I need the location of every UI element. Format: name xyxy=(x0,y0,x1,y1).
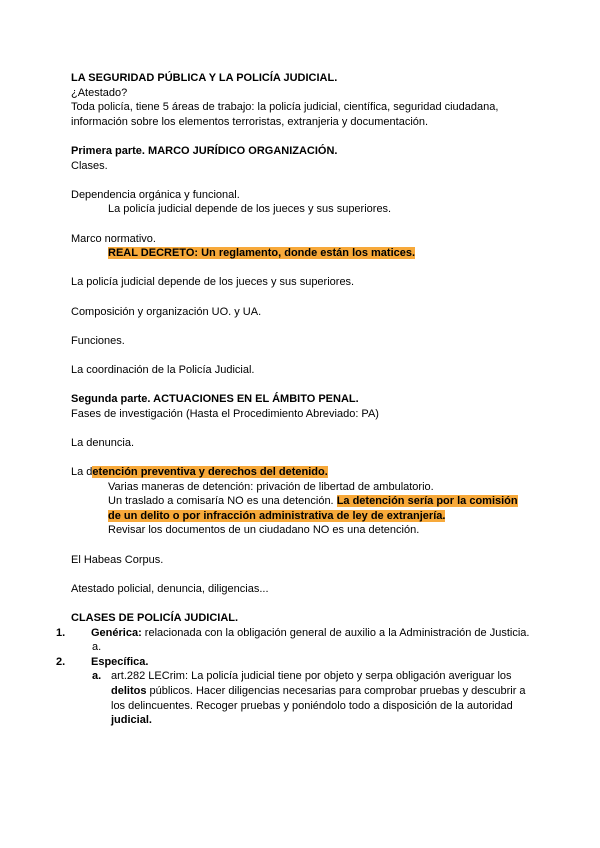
art282-text-c: públicos. Hacer diligencias necesarias para comprobar pruebas y descubrir a los delincuentes. Recoger pruebas y poniéndolo todo a disposición de la autoridad xyxy=(111,684,526,712)
intro-paragraph: Toda policía, tiene 5 áreas de trabajo: la policía judicial, científica, seguridad ciudadana, información sobre los elementos terroristas, extranjeria y documentación. xyxy=(71,101,499,128)
list-item-generica xyxy=(36,626,531,641)
list-item-label: Genérica: xyxy=(91,626,142,639)
list-item-especifica xyxy=(36,655,531,670)
art282-text-a: art.282 LECrim: La policía judicial tiene por objeto y serpa obligación averiguar los xyxy=(111,670,512,683)
detencion-item-2 xyxy=(71,494,531,523)
art282-delitos: delitos xyxy=(111,684,147,697)
list-item-label: Específica. xyxy=(91,655,149,668)
sublist-item xyxy=(36,640,531,655)
sublist-item-number: a. xyxy=(92,670,102,683)
detencion-item-2-highlight: La detención sería por la comisión de un delito o por infracción administrativa de ley de extranjería. xyxy=(108,495,518,522)
art282-judicial: judicial. xyxy=(111,714,152,727)
part1-label: Primera parte. xyxy=(71,144,145,157)
detencion-highlight: etención preventiva y derechos del detenido. xyxy=(92,466,328,479)
document-body xyxy=(56,71,531,728)
real-decreto-line xyxy=(71,246,531,261)
detencion-item-1: Varias maneras de detención: privación de libertad de ambulatorio. xyxy=(108,480,434,493)
composicion-line: Composición y organización UO. y UA. xyxy=(71,305,262,318)
list-item-number: 1. xyxy=(56,626,66,639)
marco-line: Marco normativo. xyxy=(71,232,156,245)
clases-line: Clases. xyxy=(71,159,108,172)
fases-line: Fases de investigación (Hasta el Procedimiento Abreviado: PA) xyxy=(71,407,379,420)
sublist-item-number: a. xyxy=(92,641,102,654)
part1-title: MARCO JURÍDICO ORGANIZACIÓN. xyxy=(148,144,338,157)
detencion-prefix: La d xyxy=(71,466,93,479)
dependencia-sub: La policía judicial depende de los jueces y sus superiores. xyxy=(108,203,392,216)
coordinacion-line: La coordinación de la Policía Judicial. xyxy=(71,363,255,376)
part2-label: Segunda parte. xyxy=(71,393,151,406)
detencion-heading xyxy=(71,465,531,480)
dependencia-line: Dependencia orgánica y funcional. xyxy=(71,188,240,201)
list-item-number: 2. xyxy=(56,655,66,668)
sublist-item-art282 xyxy=(36,669,531,727)
list-item-text: relacionada con la obligación general de auxilio a la Administración de Justicia. xyxy=(141,626,530,639)
doc-title: LA SEGURIDAD PÚBLICA Y LA POLICÍA JUDICIAL. xyxy=(71,72,338,84)
habeas-line: El Habeas Corpus. xyxy=(71,553,164,566)
real-decreto-highlight: REAL DECRETO: Un reglamento, donde están los matices. xyxy=(108,247,416,260)
depende-line: La policía judicial depende de los jueces y sus superiores. xyxy=(71,276,355,289)
detencion-item-3: Revisar los documentos de un ciudadano NO es una detención. xyxy=(108,524,420,537)
detencion-item-2-text: Un traslado a comisaría NO es una detención. xyxy=(108,495,334,508)
denuncia-line: La denuncia. xyxy=(71,436,134,449)
part1-heading xyxy=(71,144,531,159)
atestado-line: Atestado policial, denuncia, diligencias... xyxy=(71,582,269,595)
question-atestado: ¿Atestado? xyxy=(71,86,128,99)
part2-title: ACTUACIONES EN EL ÁMBITO PENAL. xyxy=(153,393,359,406)
part2-heading xyxy=(71,392,531,407)
clases-heading: CLASES DE POLICÍA JUDICIAL. xyxy=(71,611,239,624)
funciones-line: Funciones. xyxy=(71,334,125,347)
clases-list xyxy=(56,626,531,728)
